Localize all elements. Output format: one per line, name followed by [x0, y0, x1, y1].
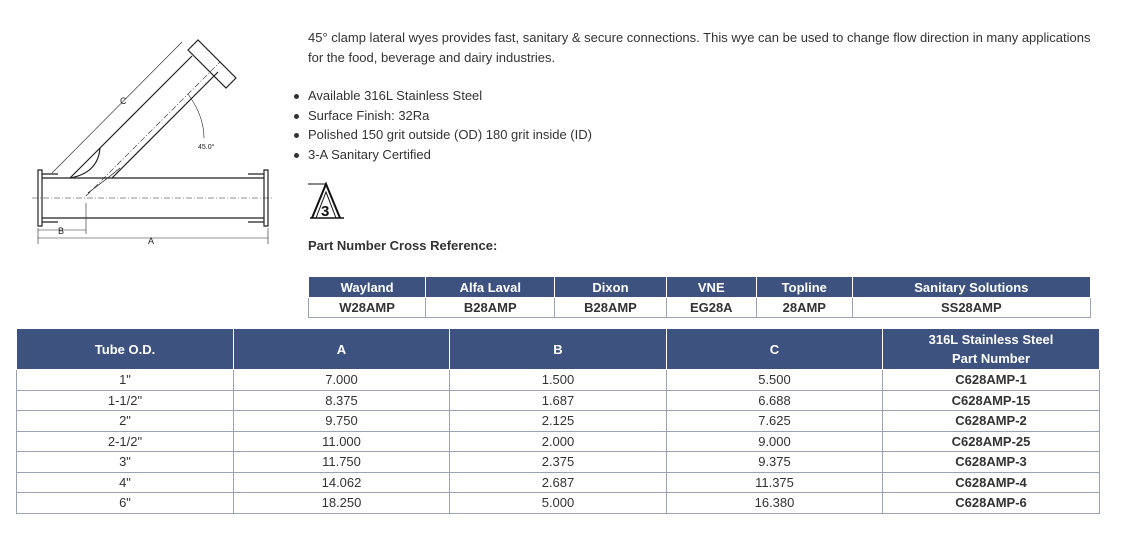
3a-logo-text: 3 — [321, 203, 330, 220]
table-row — [309, 298, 1091, 318]
cell-part-number: C628AMP-1 — [883, 370, 1100, 391]
table-row — [17, 493, 1100, 514]
cross-reference-table — [308, 276, 1091, 318]
xref-header: Wayland — [309, 277, 426, 298]
xref-header: VNE — [666, 277, 756, 298]
cell-part-number: C628AMP-25 — [883, 431, 1100, 452]
cell-tube-od: 4" — [17, 472, 234, 493]
header-part-number-line2: Part Number — [951, 351, 1031, 366]
header-c: C — [667, 329, 883, 370]
cross-reference-title: Part Number Cross Reference: — [308, 238, 498, 253]
cell-tube-od: 1-1/2" — [17, 390, 234, 411]
xref-value: W28AMP — [309, 298, 426, 318]
dim-b-label: B — [58, 226, 65, 236]
cell-tube-od: 1" — [17, 370, 234, 391]
xref-value: B28AMP — [555, 298, 666, 318]
cell-part-number: C628AMP-4 — [883, 472, 1100, 493]
dim-a-label: A — [148, 236, 155, 246]
table-row — [17, 431, 1100, 452]
feature-item: Surface Finish: 32Ra — [308, 106, 592, 126]
cell-b: 1.687 — [450, 390, 667, 411]
cell-a: 11.750 — [234, 452, 450, 473]
product-description: 45° clamp lateral wyes provides fast, sanitary & secure connections. This wye can be used to change flow direction in many applications for the food, beverage and dairy industries. — [308, 30, 1091, 65]
table-row — [17, 390, 1100, 411]
cell-b: 1.500 — [450, 370, 667, 391]
xref-header: Dixon — [555, 277, 666, 298]
cell-b: 2.000 — [450, 431, 667, 452]
table-row — [17, 411, 1100, 432]
3a-sanitary-logo — [306, 180, 350, 220]
cell-b: 2.375 — [450, 452, 667, 473]
cell-tube-od: 6" — [17, 493, 234, 514]
cell-part-number: C628AMP-6 — [883, 493, 1100, 514]
feature-list — [308, 86, 592, 164]
cell-c: 6.688 — [667, 390, 883, 411]
cell-tube-od: 3" — [17, 452, 234, 473]
header-part-number-line1: 316L Stainless Steel — [928, 332, 1054, 347]
cell-b: 2.687 — [450, 472, 667, 493]
cell-c: 5.500 — [667, 370, 883, 391]
table-header-row — [309, 277, 1091, 298]
cell-tube-od: 2" — [17, 411, 234, 432]
xref-value: B28AMP — [426, 298, 555, 318]
feature-item: 3-A Sanitary Certified — [308, 145, 592, 165]
cell-tube-od: 2-1/2" — [17, 431, 234, 452]
cell-a: 9.750 — [234, 411, 450, 432]
cell-a: 11.000 — [234, 431, 450, 452]
table-row — [17, 452, 1100, 473]
cell-part-number: C628AMP-3 — [883, 452, 1100, 473]
cell-a: 8.375 — [234, 390, 450, 411]
cell-a: 7.000 — [234, 370, 450, 391]
cell-b: 5.000 — [450, 493, 667, 514]
xref-header: Alfa Laval — [426, 277, 555, 298]
cell-b: 2.125 — [450, 411, 667, 432]
xref-value: SS28AMP — [852, 298, 1090, 318]
branch-ferrule — [188, 40, 236, 88]
dim-c-label: C — [120, 96, 127, 106]
header-a: A — [234, 329, 450, 370]
cell-c: 11.375 — [667, 472, 883, 493]
xref-header: Sanitary Solutions — [852, 277, 1090, 298]
header-tube-od: Tube O.D. — [17, 329, 234, 370]
cell-c: 9.000 — [667, 431, 883, 452]
angle-label: 45.0° — [198, 144, 215, 151]
table-row — [17, 472, 1100, 493]
table-row — [17, 370, 1100, 391]
cell-c: 7.625 — [667, 411, 883, 432]
branch-tube-right-edge — [112, 72, 218, 178]
cell-c: 16.380 — [667, 493, 883, 514]
cell-part-number: C628AMP-2 — [883, 411, 1100, 432]
table-header-row — [17, 329, 1100, 370]
header-b: B — [450, 329, 667, 370]
feature-item: Available 316L Stainless Steel — [308, 86, 592, 106]
header-part-number — [883, 329, 1100, 370]
cell-c: 9.375 — [667, 452, 883, 473]
xref-value: 28AMP — [756, 298, 852, 318]
cell-a: 18.250 — [234, 493, 450, 514]
feature-item: Polished 150 grit outside (OD) 180 grit inside (ID) — [308, 125, 592, 145]
cell-a: 14.062 — [234, 472, 450, 493]
xref-header: Topline — [756, 277, 852, 298]
cell-part-number: C628AMP-15 — [883, 390, 1100, 411]
lateral-wye-drawing — [28, 28, 278, 253]
xref-value: EG28A — [666, 298, 756, 318]
dimensions-table — [16, 328, 1100, 514]
